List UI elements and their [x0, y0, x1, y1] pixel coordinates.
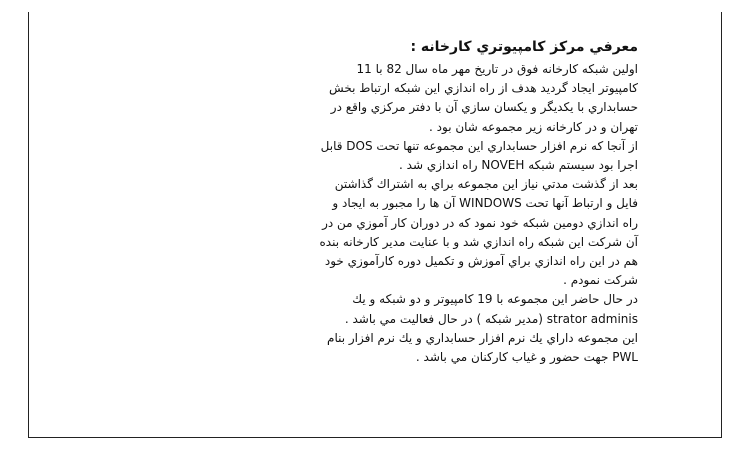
text-line: آن شركت اين شبكه راه اندازي شد و با عنايت مدير كارخانه بنده [319, 234, 638, 249]
text-line: راه اندازي دومين شبكه خود نمود كه در دوران كار آموزي من در [322, 215, 638, 230]
text-line: شركت نمودم . [563, 273, 638, 288]
text-line: هم در اين راه اندازي براي آموزش و تكميل دوره كارآموزي خود [324, 254, 638, 269]
text-line: از آنجا كه نرم افزار حسابداري اين مجموعه تنها تحت DOS قابل [320, 138, 638, 153]
text-line: در حال حاضر اين مجموعه با 19 كامپيوتر و دو شبكه و يك [352, 292, 638, 307]
text-line: PWL جهت حضور و غياب كاركنان مي باشد . [415, 350, 638, 365]
text-line: تهران و در كارخانه زير مجموعه شان بود . [429, 119, 638, 134]
document-title: معرفي مركز كامپيوتري كارخانه : [410, 39, 638, 55]
text-line: اجرا بود سيستم شبكه NOVEH راه اندازي شد . [399, 158, 638, 173]
text-line: اولين شبكه كارخانه فوق در تاريخ مهر ماه سال 82 با 11 [356, 62, 638, 76]
document-body [118, 36, 638, 367]
text-line: كامپيوتر ايجاد گرديد هدف از راه اندازي اين شبكه ارتباط بخش [329, 81, 638, 96]
text-line: فايل و ارتباط آنها تحت WINDOWS آن ها را مجبور به ايجاد و [332, 196, 638, 211]
text-line: اين مجموعه داراي يك نرم افزار حسابداري و يك نرم افزار بنام [327, 330, 638, 345]
text-line: strator adminis (مدير شبكه ) در حال فعاليت مي باشد . [344, 311, 638, 326]
text-line: حسابداري با يكديگر و يكسان سازي آن با دفتر مركزي واقع در [330, 100, 638, 115]
text-line: بعد از گذشت مدتي نياز اين مجموعه براي به اشتراك گذاشتن [334, 177, 638, 192]
